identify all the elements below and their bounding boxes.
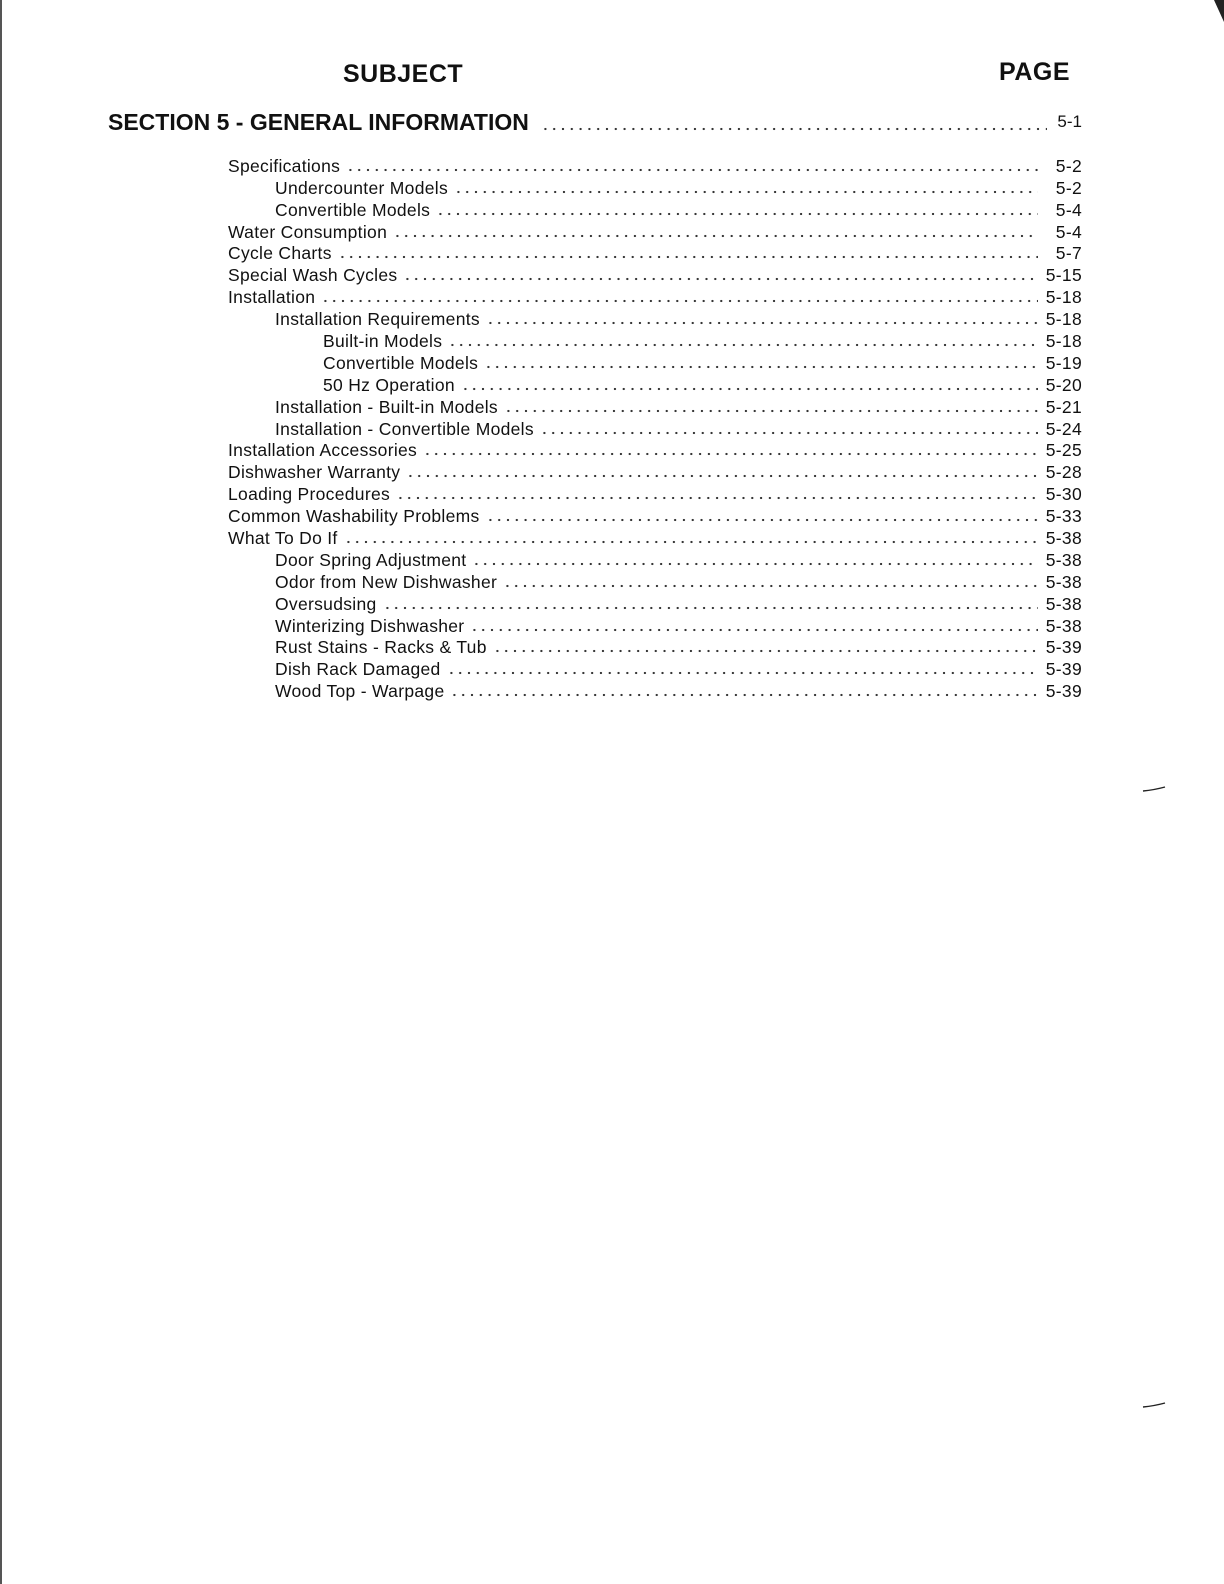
toc-entry xyxy=(228,505,1082,527)
toc-entry-page: 5-2 xyxy=(1055,155,1082,176)
dot-leader xyxy=(503,574,1038,588)
dot-leader xyxy=(344,530,1038,544)
toc-entry-page: 5-4 xyxy=(1055,199,1082,220)
toc-entry-label: Convertible Models xyxy=(275,199,431,220)
dot-leader xyxy=(447,661,1038,675)
dot-leader xyxy=(396,486,1038,500)
toc-entry-page: 5-38 xyxy=(1045,571,1082,592)
toc-entry-page: 5-38 xyxy=(1045,593,1082,614)
toc-entry-label: Dish Rack Damaged xyxy=(275,659,441,680)
dot-leader xyxy=(484,355,1038,369)
toc-entry-page: 5-38 xyxy=(1045,528,1082,549)
dot-leader xyxy=(541,117,1048,131)
dot-leader xyxy=(450,683,1037,697)
dot-leader xyxy=(393,224,1038,238)
toc-entry-page: 5-39 xyxy=(1045,681,1082,702)
toc-entry xyxy=(228,483,1082,505)
section-page-number: 5-1 xyxy=(1057,112,1082,131)
toc-entry xyxy=(228,396,1082,418)
dot-leader xyxy=(346,158,1038,172)
toc-entry xyxy=(228,177,1082,199)
toc-entry-page: 5-4 xyxy=(1055,221,1082,242)
toc-entry-label: Loading Procedures xyxy=(228,484,391,505)
toc-entry-label: Undercounter Models xyxy=(275,177,449,198)
toc-entry-label: What To Do If xyxy=(228,528,338,549)
corner-scan-mark xyxy=(1214,0,1224,22)
toc-entry xyxy=(228,571,1082,593)
toc-entry xyxy=(228,199,1082,221)
toc-entry xyxy=(228,221,1082,243)
toc-entry xyxy=(228,308,1082,330)
toc-entry-label: Special Wash Cycles xyxy=(228,265,398,286)
dot-leader xyxy=(403,267,1037,281)
toc-entry-page: 5-30 xyxy=(1045,484,1082,505)
toc-entry-label: Dishwasher Warranty xyxy=(228,462,401,483)
toc-entry-page: 5-38 xyxy=(1045,615,1082,636)
toc-entry-label: Installation Accessories xyxy=(228,440,418,461)
dot-leader xyxy=(423,442,1038,456)
page-column-header: PAGE xyxy=(999,58,1070,86)
toc-entry xyxy=(228,264,1082,286)
toc-entry-page: 5-18 xyxy=(1045,309,1082,330)
toc-entry xyxy=(228,461,1082,483)
toc-entry xyxy=(228,330,1082,352)
dot-leader xyxy=(486,508,1038,522)
dot-leader xyxy=(461,377,1038,391)
dot-leader xyxy=(470,618,1037,632)
toc-entry-label: Odor from New Dishwasher xyxy=(275,571,498,592)
toc-entry xyxy=(228,615,1082,637)
dot-leader xyxy=(321,289,1038,303)
section-heading-row xyxy=(108,106,1082,136)
toc-entry-label: Water Consumption xyxy=(228,221,388,242)
dot-leader xyxy=(504,399,1038,413)
dot-leader xyxy=(406,464,1037,478)
toc-entry-label: Common Washability Problems xyxy=(228,506,480,527)
dot-leader xyxy=(454,180,1038,194)
toc-entry xyxy=(228,418,1082,440)
toc-entry-label: Door Spring Adjustment xyxy=(275,549,467,570)
toc-entry-label: Installation - Built-in Models xyxy=(275,396,498,417)
toc-entry-label: Cycle Charts xyxy=(228,243,332,264)
toc-entry xyxy=(228,286,1082,308)
dot-leader xyxy=(540,421,1038,435)
toc-entry-label: Installation Requirements xyxy=(275,309,480,330)
toc-entry-page: 5-20 xyxy=(1045,374,1082,395)
toc-entry xyxy=(228,680,1082,702)
toc-entry-label: Wood Top - Warpage xyxy=(275,681,445,702)
toc-entry-page: 5-2 xyxy=(1055,177,1082,198)
table-of-contents xyxy=(228,155,1082,702)
toc-entry xyxy=(228,637,1082,659)
toc-entry-page: 5-39 xyxy=(1045,637,1082,658)
toc-entry-page: 5-33 xyxy=(1045,506,1082,527)
toc-entry xyxy=(228,440,1082,462)
toc-entry xyxy=(228,352,1082,374)
toc-entry-label: Installation - Convertible Models xyxy=(275,418,534,439)
scan-mark xyxy=(1142,786,1166,792)
toc-entry-page: 5-7 xyxy=(1055,243,1082,264)
toc-entry-label: Winterizing Dishwasher xyxy=(275,615,465,636)
toc-entry-page: 5-25 xyxy=(1045,440,1082,461)
toc-entry xyxy=(228,658,1082,680)
page-left-edge xyxy=(0,0,2,1584)
toc-entry-page: 5-21 xyxy=(1045,396,1082,417)
toc-entry-page: 5-39 xyxy=(1045,659,1082,680)
toc-entry xyxy=(228,374,1082,396)
scan-mark xyxy=(1142,1402,1166,1408)
dot-leader xyxy=(436,202,1038,216)
dot-leader xyxy=(383,596,1038,610)
toc-entry-page: 5-18 xyxy=(1045,287,1082,308)
toc-entry-page: 5-24 xyxy=(1045,418,1082,439)
toc-entry-label: Built-in Models xyxy=(323,331,443,352)
dot-leader xyxy=(493,639,1038,653)
toc-entry-page: 5-28 xyxy=(1045,462,1082,483)
toc-entry xyxy=(228,243,1082,265)
toc-entry-label: Installation xyxy=(228,287,316,308)
toc-entry-label: Rust Stains - Racks & Tub xyxy=(275,637,487,658)
dot-leader xyxy=(486,311,1038,325)
dot-leader xyxy=(448,333,1037,347)
dot-leader xyxy=(338,245,1038,259)
toc-entry-page: 5-19 xyxy=(1045,352,1082,373)
toc-entry xyxy=(228,527,1082,549)
toc-entry xyxy=(228,593,1082,615)
toc-entry-label: Oversudsing xyxy=(275,593,377,614)
subject-column-header: SUBJECT xyxy=(343,60,464,88)
toc-entry-page: 5-18 xyxy=(1045,331,1082,352)
toc-entry-label: Convertible Models xyxy=(323,352,479,373)
section-title: SECTION 5 - GENERAL INFORMATION xyxy=(108,109,529,135)
toc-entry-page: 5-38 xyxy=(1045,549,1082,570)
dot-leader xyxy=(472,552,1037,566)
toc-entry-label: Specifications xyxy=(228,155,341,176)
toc-entry xyxy=(228,155,1082,177)
toc-entry-label: 50 Hz Operation xyxy=(323,374,455,395)
toc-entry-page: 5-15 xyxy=(1045,265,1082,286)
toc-entry xyxy=(228,549,1082,571)
